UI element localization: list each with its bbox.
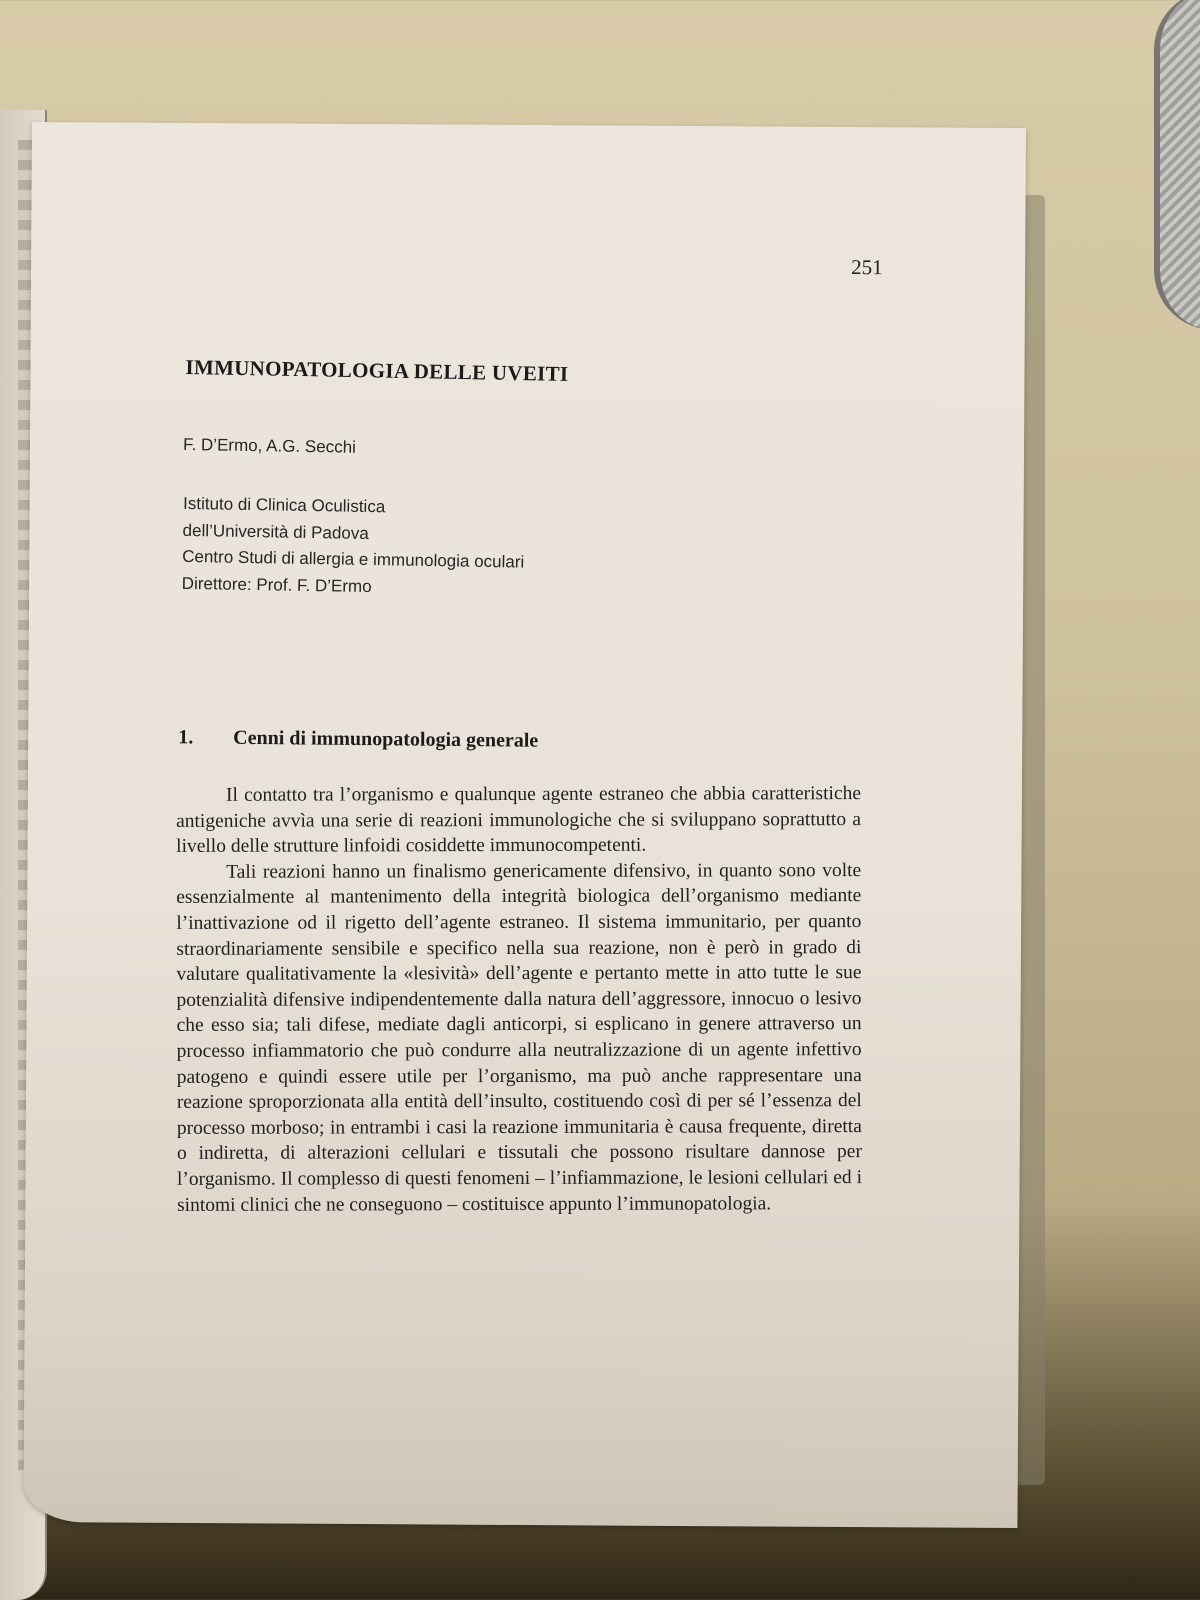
book-page bbox=[23, 122, 1026, 1528]
fabric-object bbox=[1154, 0, 1200, 330]
page-number: 251 bbox=[851, 255, 883, 280]
section-number: 1. bbox=[178, 726, 194, 749]
article-title: IMMUNOPATOLOGIA DELLE UVEITI bbox=[185, 354, 569, 386]
affiliation bbox=[182, 491, 526, 603]
affiliation-line: Direttore: Prof. F. D’Ermo bbox=[181, 573, 372, 596]
affiliation-line: Centro Studi di allergia e immunologia oculari bbox=[182, 546, 525, 572]
section-heading bbox=[178, 726, 538, 752]
body-text bbox=[176, 781, 862, 1218]
paragraph: Tali reazioni hanno un finalismo genericamente difensivo, in quanto sono volte essenzialmente al mantenimento della integrità biologica dell’organismo mediante l’inattivazione od il rigetto dell’agente estraneo. Il sistema immunitario, per quanto straordinariamente sensibile e specifico nella sua reazione, non è però in grado di valutare qualitativamente la «lesività» dell’agente e pertanto mette in atto tutte le sue potenzialità difensive indipendentemente dalla natura dell’aggressore, innocuo o lesivo che esso sia; tali difese, mediate dagli anticorpi, si esplicano in genere attraverso un processo infiammatorio che può condurre alla neutralizzazione di un agente infettivo patogeno e quindi essere utile per l’organismo, ma può anche rappresentare una reazione sproporzionata alla entità dell’insulto, costituendo così di per sé l’essenza del processo morboso; in entrambi i casi la reazione immunitaria è causa frequente, diretta o indiretta, di alterazioni cellulari e tissutali che possono risultare dannose per l’organismo. Il complesso di questi fenomeni – l’infiammazione, le lesioni cellulari ed i sintomi clinici che ne conseguono – costituisce appunto l’immunopatologia. bbox=[176, 859, 863, 1216]
affiliation-line: dell’Università di Padova bbox=[182, 520, 369, 543]
paragraph: Il contatto tra l’organismo e qualunque agente estraneo che abbia caratteristiche antigeniche avvìa una serie di reazioni immunologiche che si sviluppano soprattutto a livello delle strutture linfoidi cosiddette immunocompetenti. bbox=[176, 783, 862, 858]
affiliation-line: Istituto di Clinica Oculistica bbox=[182, 493, 386, 517]
section-title: Cenni di immunopatologia generale bbox=[233, 726, 539, 752]
authors: F. D’Ermo, A.G. Secchi bbox=[182, 434, 357, 457]
